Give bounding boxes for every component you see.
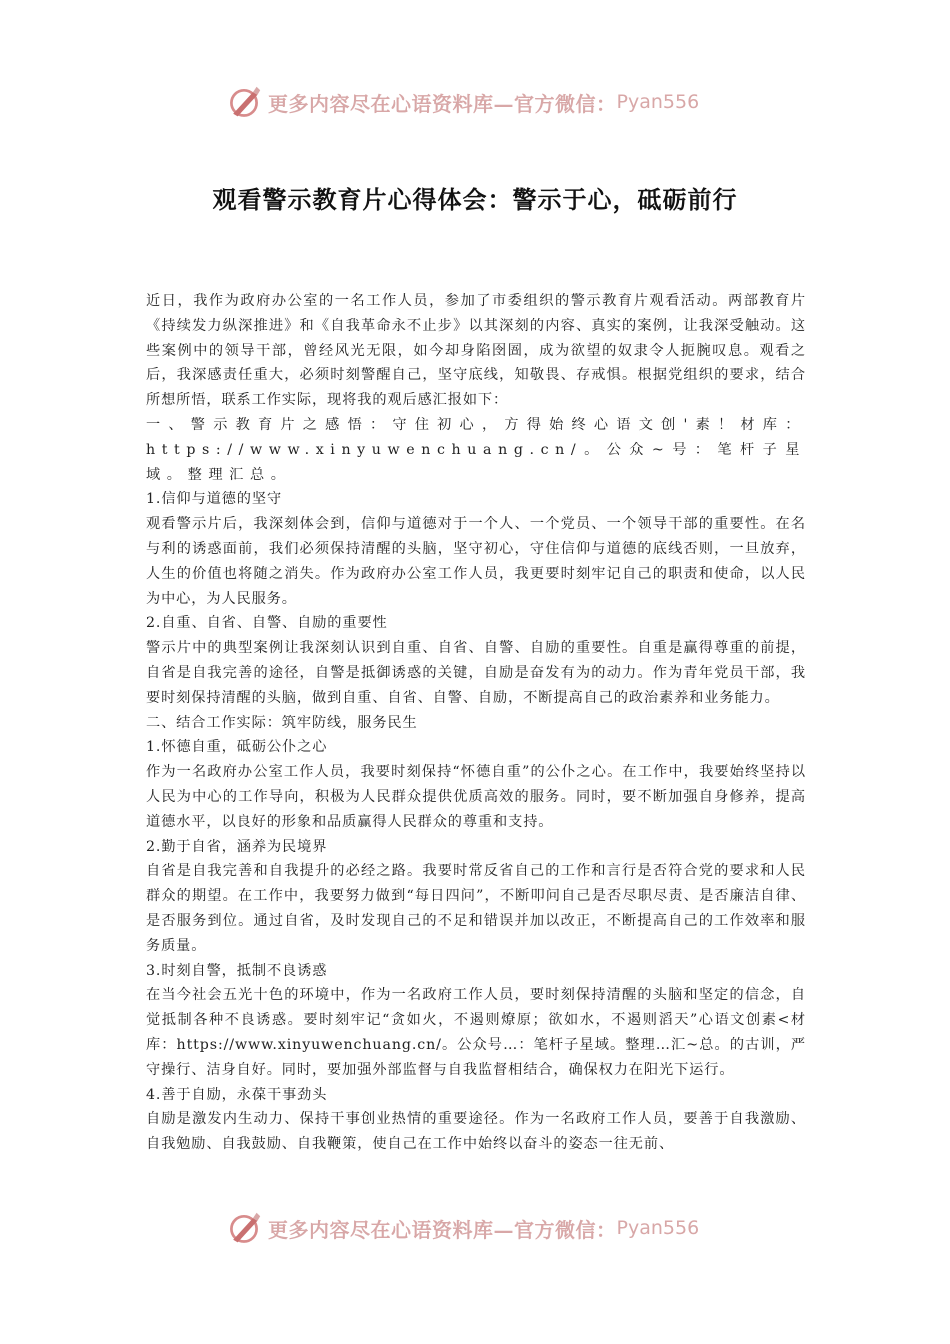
body-paragraph: 作为一名政府办公室工作人员，我要时刻保持“怀德自重”的公仆之心。在工作中，我要始终坚持以人民为中心的工作导向，积极为人民群众提供优质高效的服务。同时，要不断加强自身修养，提高道德水平，以良好的形象和品质赢得人民群众的尊重和支持。	[146, 764, 806, 830]
subheading-1-1: 1.信仰与道德的坚守	[146, 491, 283, 508]
header-watermark-banner	[0, 82, 950, 122]
section-heading-1: 一、警示教育片之感悟：守住初心，方得始终心语文创'素！材库：https://www.xinyuwenchuang.cn/。公众~号：笔杆子星域。整理汇总。	[146, 416, 806, 483]
subheading-1-2: 2.自重、自省、自警、自励的重要性	[146, 615, 388, 632]
intro-paragraph: 近日，我作为政府办公室的一名工作人员，参加了市委组织的警示教育片观看活动。两部教育片《持续发力纵深推进》和《自我革命永不止步》以其深刻的内容、真实的案例，让我深受触动。这些案例中的领导干部，曾经风光无限，如今却身陷囹圄，成为欲望的奴隶令人扼腕叹息。观看之后，我深感责任重大，必须时刻警醒自己，坚守底线，知敬畏、存戒惧。根据党组织的要求，结合所想所悟，联系工作实际，现将我的观后感汇报如下：	[146, 293, 806, 409]
body-paragraph: 观看警示片后，我深刻体会到，信仰与道德对于一个人、一个党员、一个领导干部的重要性。在名与利的诱惑面前，我们必须保持清醒的头脑，坚守初心，守住信仰与道德的底线否则，一旦放弃，人生的价值也将随之消失。作为政府办公室工作人员，我更要时刻牢记自己的职责和使命，以人民为中心，为人民服务。	[146, 516, 806, 607]
subheading-2-4: 4.善于自励，永葆干事劲头	[146, 1086, 328, 1103]
pen-logo-icon	[226, 84, 262, 120]
body-paragraph: 警示片中的典型案例让我深刻认识到自重、自省、自警、自励的重要性。自重是赢得尊重的前提，自省是自我完善的途径，自警是抵御诱惑的关键，自励是奋发有为的动力。作为青年党员干部，我要时刻保持清醒的头脑，做到自重、自省、自警、自励，不断提高自己的政治素养和业务能力。	[146, 640, 806, 706]
subheading-2-3: 3.时刻自警，抵制不良诱惑	[146, 962, 328, 979]
footer-watermark-banner	[0, 1208, 950, 1248]
body-paragraph: 在当今社会五光十色的环境中，作为一名政府工作人员，要时刻保持清醒的头脑和坚定的信念，自觉抵制各种不良诱惑。要时刻牢记“贪如火，不遏则燎原；欲如水，不遏则滔天”心语文创素<材库：https://www.xinyuwenchuang.cn/。公众号…：笔杆子星域。整理…汇~总。的古训，严守操行、洁身自好。同时，要加强外部监督与自我监督相结合，确保权力在阳光下运行。	[146, 987, 806, 1078]
document-title: 观看警示教育片心得体会：警示于心，砥砺前行	[212, 186, 738, 214]
document-body	[146, 289, 806, 1157]
body-paragraph: 自省是自我完善和自我提升的必经之路。我要时常反省自己的工作和言行是否符合党的要求和人民群众的期望。在工作中，我要努力做到“每日四问”，不断叩问自己是否尽职尽责、是否廉洁自律、是否服务到位。通过自省，及时发现自己的不足和错误并加以改正，不断提高自己的工作效率和服务质量。	[146, 863, 806, 954]
wechat-id: Pyan556	[616, 1217, 700, 1239]
pen-logo-icon	[226, 1210, 262, 1246]
wechat-id: Pyan556	[616, 91, 700, 113]
subheading-2-2: 2.勤于自省，涵养为民境界	[146, 838, 328, 855]
section-heading-2: 二、结合工作实际：筑牢防线，服务民生	[146, 714, 418, 731]
banner-text: 更多内容尽在心语资料库—官方微信：	[268, 91, 617, 116]
banner-text: 更多内容尽在心语资料库—官方微信：	[268, 1217, 617, 1242]
subheading-2-1: 1.怀德自重，砥砺公仆之心	[146, 739, 328, 756]
body-paragraph: 自励是激发内生动力、保持干事创业热情的重要途径。作为一名政府工作人员，要善于自我激励、自我勉励、自我鼓励、自我鞭策，使自己在工作中始终以奋斗的姿态一往无前、	[146, 1111, 806, 1153]
